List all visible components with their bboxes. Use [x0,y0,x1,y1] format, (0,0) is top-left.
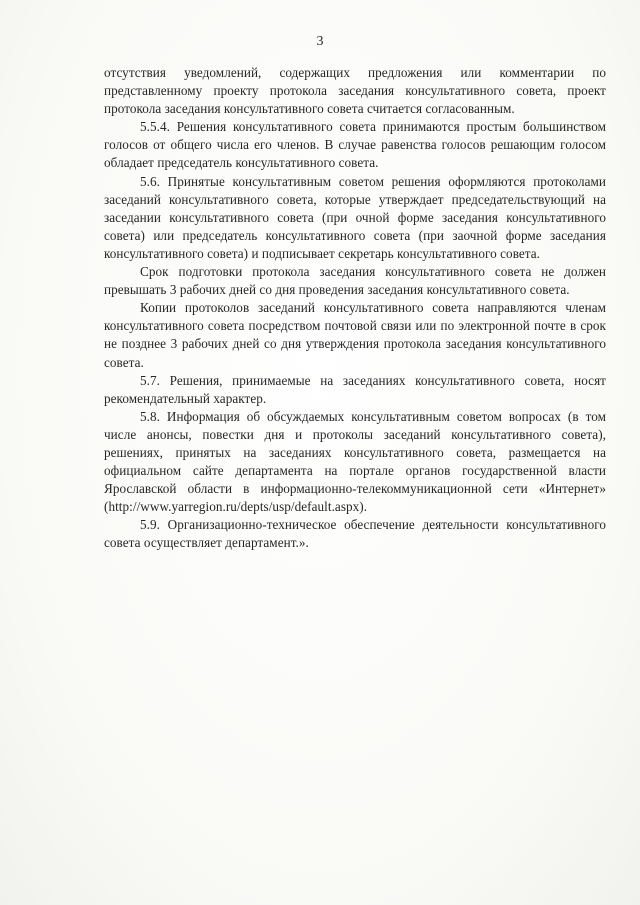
paragraph-5-6: 5.6. Принятые консультативным советом решения оформляются протоколами заседаний консультативного совета, которые утверждает председательствующий на заседании консультативного совета (при очной форме заседания консультативного совета) или председатель консультативного совета (при заочной форме заседания консультативного совета) и подписывает секретарь консультативного совета. [104,173,606,261]
paragraph-protocol-deadline: Срок подготовки протокола заседания консультативного совета не должен превышать 3 рабочих дней со дня проведения заседания консультативного совета. [104,264,606,298]
paragraph-5-9: 5.9. Организационно-техническое обеспечение деятельности консультативного совета осуществляет департамент.». [104,517,606,551]
paragraph-5-8: 5.8. Информация об обсуждаемых консультативным советом вопросах (в том числе анонсы, повестки дня и протоколы заседаний консультативного совета), решениях, принятых на заседаниях консультативного совета, размещается на официальном сайте департамента на портале органов государственной власти Ярославской области в информационно-телекоммуникационной сети «Интернет» (http://www.yarregion.ru/depts/usp/default.aspx). [104,408,606,515]
paragraph-5-7: 5.7. Решения, принимаемые на заседаниях консультативного совета, носят рекомендательный характер. [104,372,606,406]
paragraph-protocol-copies: Копии протоколов заседаний консультативного совета направляются членам консультативного совета посредством почтовой связи или по электронной почте в срок не позднее 3 рабочих дней со дня утверждения протокола заседания консультативного совета. [104,300,606,370]
document-body [104,64,606,553]
page-number: 3 [316,34,324,49]
paragraph-5-5-4: 5.5.4. Решения консультативного совета принимаются простым большинством голосов от общего числа его членов. В случае равенства голосов решающим голосом обладает председатель консультативного совета. [104,119,606,171]
paragraph-continuation: отсутствия уведомлений, содержащих предложения или комментарии по представленному проекту протокола заседания консультативного совета, проект протокола заседания консультативного совета считается согласованным. [104,65,606,117]
